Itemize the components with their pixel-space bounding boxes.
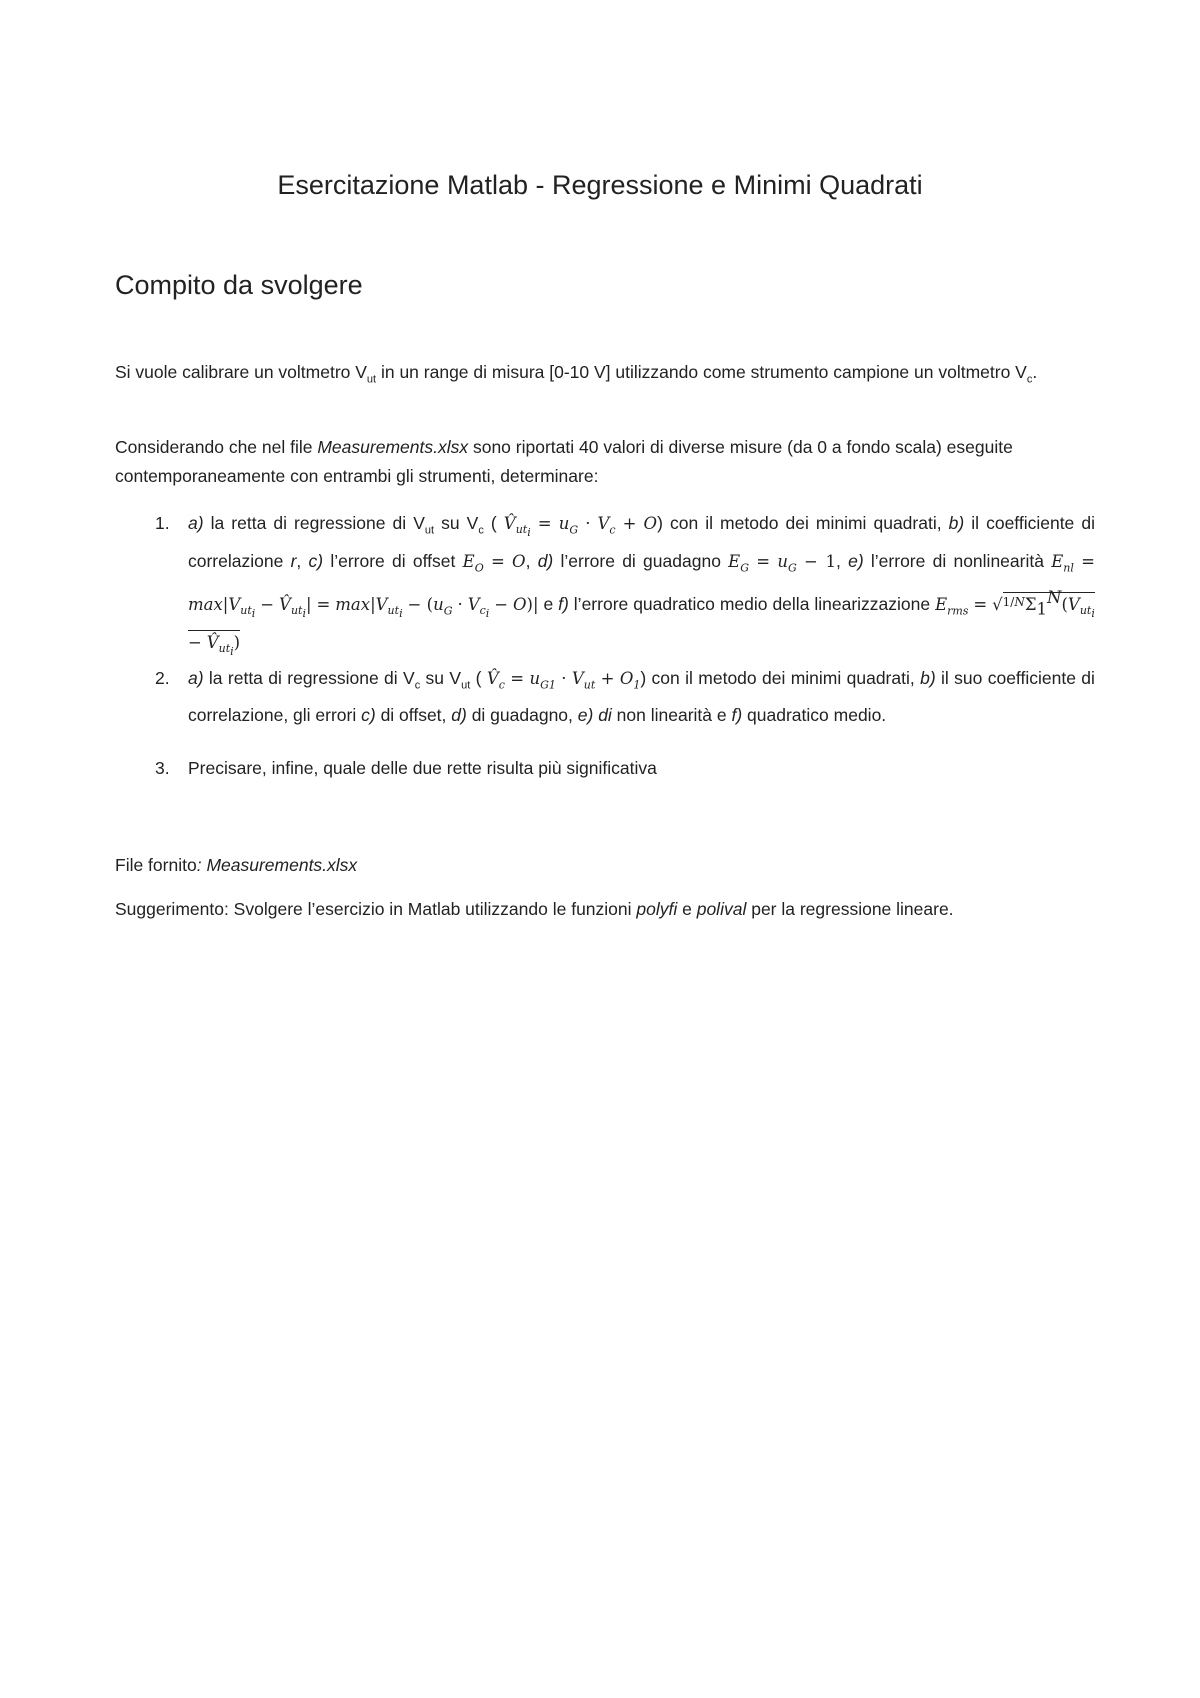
hint-function-polyfit: polyfi xyxy=(636,899,678,919)
label-e: e) xyxy=(848,551,864,572)
task-list xyxy=(115,509,1095,784)
item2-text-d: di guadagno, xyxy=(466,704,578,725)
document-title: Esercitazione Matlab - Regressione e Minimi Quadrati xyxy=(277,170,923,200)
task-number: 2. xyxy=(155,668,170,688)
label-d: d) xyxy=(537,551,554,572)
task-number: 1. xyxy=(155,513,170,533)
item1-text-method: ) con il metodo dei minimi quadrati, xyxy=(657,513,949,533)
formula-nonlinearity: $E_{nl} = \max|V_{ut_i}$ − $V̂_{ut_i}| = \max|V_{ut_i} - (u_G \cdot V_{c_i} - O)|$ xyxy=(188,552,1095,621)
item1-open: ( xyxy=(483,513,504,533)
hint-text-1: Suggerimento: Svolgere l’esercizio in Matlab utilizzando le funzioni xyxy=(115,899,637,919)
context-text-2: sono riportati 40 valori di diverse misure (da 0 a fondo scala) eseguite contemporaneamente con entrambi gli strumenti, determinare: xyxy=(115,437,1013,486)
item1-text-e: l’errore di nonlinearità xyxy=(863,551,1052,572)
label-b: b) xyxy=(948,513,965,533)
item2-text-su: su V xyxy=(420,668,462,688)
intro-sub-c: c xyxy=(1026,373,1033,386)
task-item-2 xyxy=(115,664,1095,754)
intro-text-2: in un range di misura [0-10 V] utilizzando come strumento campione un voltmetro V xyxy=(376,362,1027,382)
label-b: b) xyxy=(920,668,936,688)
hint-text-3: per la regressione lineare. xyxy=(746,899,954,919)
label-e: e) di xyxy=(577,704,612,725)
label-f: f) xyxy=(558,593,569,614)
task-item-1: 1. a) la retta di regressione di $V_{ut}$ su $V_c$ ( $V̂_{ut_i} = u_G \cdot V_c + O$) con il metodo dei minimi quadrati, b) il coefficiente di correlazione r, c) l’errore di offset $E_O = O$, d) l’errore di guadagno $E_G = u_G - 1$, e) l’errore di nonlinearità $E_{nl} = \max|V_{ut_i}$ − $V̂_{ut_i}| = \max|V_{ut_i} - (u_G \cdot V_{c_i} - O)|$ e f) l’errore quadratico medio della linearizzazione $E_{rms} = √^{1/N}\Sigma_1^N(V_{ut_i}$ − $V̂_{ut_i}$) xyxy=(115,509,1095,664)
item1-text-a: la retta di regressione di V xyxy=(203,513,425,533)
hint-text-2: e xyxy=(677,899,697,919)
provided-file-colon: : xyxy=(196,855,207,875)
section-heading: Compito da svolgere xyxy=(115,270,363,300)
label-c: c) xyxy=(361,704,376,725)
context-text-1: Considerando che nel file xyxy=(115,437,318,457)
hint-function-polyval: polival xyxy=(696,899,747,919)
formula-regression-c: $V̂_c = u_{G1} \cdot V_{ut} + O_1$ xyxy=(486,669,641,692)
provided-file-line xyxy=(115,851,357,880)
formula-regression-ut: $V̂_{ut_i} = u_G \cdot V_c + O$ xyxy=(503,514,658,540)
provided-file-name: Measurements.xlsx xyxy=(206,855,358,875)
formula-offset: $E_O = O$ xyxy=(462,552,526,575)
label-d: d) xyxy=(451,704,467,725)
item2-text-e: non linearità e xyxy=(611,704,732,725)
intro-text-3: . xyxy=(1032,362,1038,382)
item2-open: ( xyxy=(470,668,487,688)
item2-text-a: la retta di regressione di V xyxy=(203,668,415,688)
sub-ut: ut xyxy=(424,524,435,537)
intro-sub-ut: ut xyxy=(366,373,377,386)
item1-text-su: su V xyxy=(434,513,479,533)
sub-c: c xyxy=(478,524,484,537)
item2-text-f: quadratico medio. xyxy=(742,704,887,725)
sub-ut: ut xyxy=(461,679,471,692)
intro-text-1: Si vuole calibrare un voltmetro V xyxy=(115,362,367,382)
item2-text-method: ) con il metodo dei minimi quadrati, xyxy=(640,668,921,688)
label-f: f) xyxy=(731,704,743,725)
context-filename: Measurements.xlsx xyxy=(317,437,469,457)
label-a: a) xyxy=(188,668,204,688)
task-number: 3. xyxy=(155,758,170,778)
intro-paragraph xyxy=(115,358,1095,395)
item1-text-d: l’errore di guadagno xyxy=(553,551,729,572)
provided-file-label: File fornito xyxy=(115,855,197,875)
formula-gain: $E_G = u_G - 1$ xyxy=(728,552,836,575)
symbol-r: r xyxy=(290,551,297,572)
formula-rms: $E_{rms} = √^{1/N}\Sigma_1^N(V_{ut_i}$ − $V̂_{ut_i}$) xyxy=(188,587,1095,659)
item1-text-f: l’errore quadratico medio della linearizzazione xyxy=(568,593,936,614)
label-a: a) xyxy=(188,513,204,533)
item1-text-c: l’errore di offset xyxy=(323,551,463,572)
label-c: c) xyxy=(308,551,324,572)
sub-c: c xyxy=(414,679,421,692)
context-paragraph xyxy=(115,433,1095,491)
item3-text: Precisare, infine, quale delle due rette risulta più significativa xyxy=(188,758,657,778)
item2-text-c: di offset, xyxy=(375,704,452,725)
item2-text-b: il suo coefficiente di correlazione, gli errori xyxy=(188,668,1095,725)
item1-text-b: il coefficiente di correlazione xyxy=(188,513,1095,572)
hint-line xyxy=(115,895,954,924)
item1-comma: , xyxy=(296,551,309,572)
item1-text-and: e xyxy=(538,593,559,614)
task-item-3 xyxy=(115,754,1095,784)
